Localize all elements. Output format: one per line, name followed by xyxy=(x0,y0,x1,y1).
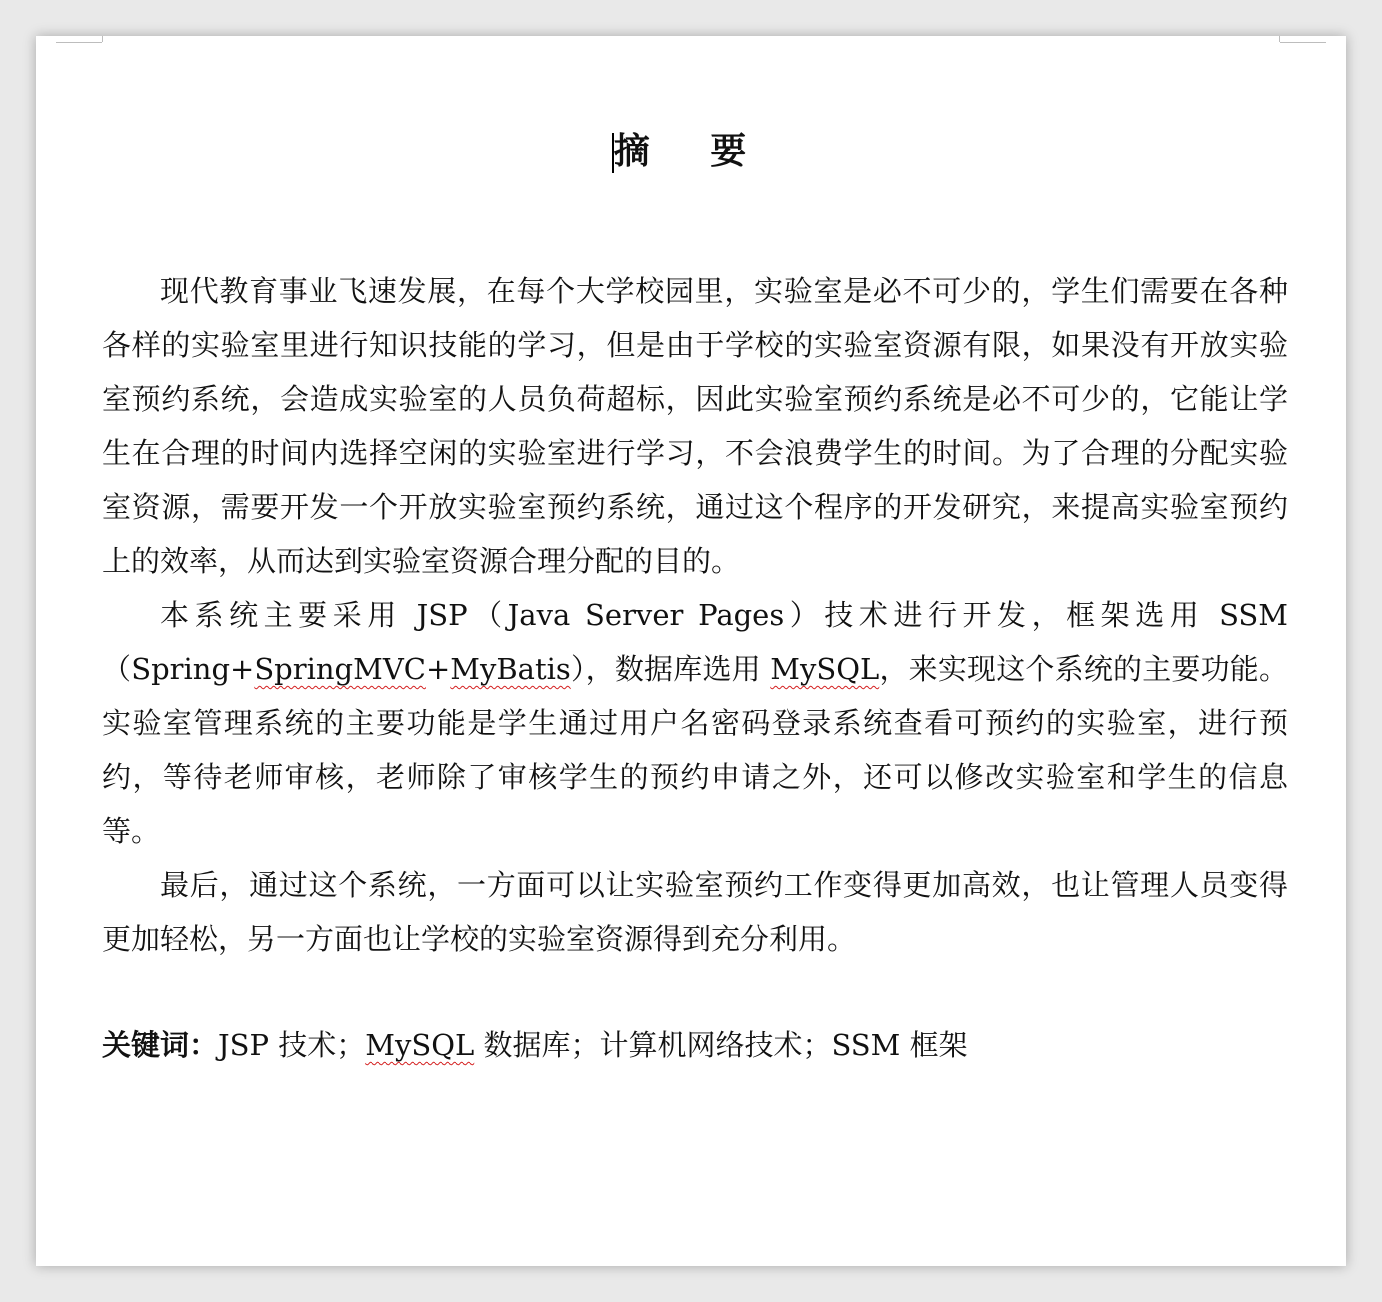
paragraph-text: 本系统主要采用 JSP（Java Server Pages）技术进行开发，框架选用 SSM（Spring+ xyxy=(102,598,1288,686)
keywords-spellcheck-word: MySQL xyxy=(365,1028,475,1062)
abstract-body[interactable] xyxy=(102,264,1288,966)
abstract-paragraph xyxy=(102,264,1288,588)
keywords-text-1: JSP 技术； xyxy=(218,1028,366,1062)
document-page[interactable] xyxy=(36,36,1346,1266)
paragraph-text: ，来实现这个系统的主要功能。实验室管理系统的主要功能是学生通过用户名密码登录系统查看可预约的实验室，进行预约，等待老师审核，老师除了审核学生的预约申请之外，还可以修改实验室和学生的信息等。 xyxy=(102,652,1289,848)
spellcheck-flagged-word: MySQL xyxy=(770,652,880,686)
page-corner-mark-top-right xyxy=(1280,36,1326,43)
keywords-label: 关键词： xyxy=(102,1028,219,1062)
document-title-text: 摘 要 xyxy=(613,131,771,172)
keywords-text-2: 数据库；计算机网络技术；SSM 框架 xyxy=(474,1028,968,1062)
paragraph-text: 最后，通过这个系统，一方面可以让实验室预约工作变得更加高效，也让管理人员变得更加轻松，另一方面也让学校的实验室资源得到充分利用。 xyxy=(102,868,1288,956)
paragraph-text: 现代教育事业飞速发展，在每个大学校园里，实验室是必不可少的，学生们需要在各种各样的实验室里进行知识技能的学习，但是由于学校的实验室资源有限，如果没有开放实验室预约系统，会造成实验室的人员负荷超标，因此实验室预约系统是必不可少的，它能让学生在合理的时间内选择空闲的实验室进行学习，不会浪费学生的时间。为了合理的分配实验室资源，需要开发一个开放实验室预约系统，通过这个程序的开发研究，来提高实验室预约上的效率，从而达到实验室资源合理分配的目的。 xyxy=(102,274,1288,578)
page-corner-mark-top-left xyxy=(56,36,102,43)
document-title xyxy=(36,128,1346,176)
paragraph-text: + xyxy=(425,652,451,686)
spellcheck-flagged-word: SpringMVC xyxy=(254,652,426,686)
spellcheck-flagged-word: MyBatis xyxy=(450,652,571,686)
paragraph-text: ），数据库选用 xyxy=(570,652,771,686)
abstract-paragraph xyxy=(102,588,1288,858)
abstract-paragraph xyxy=(102,858,1288,966)
keywords-line xyxy=(102,1018,1288,1072)
